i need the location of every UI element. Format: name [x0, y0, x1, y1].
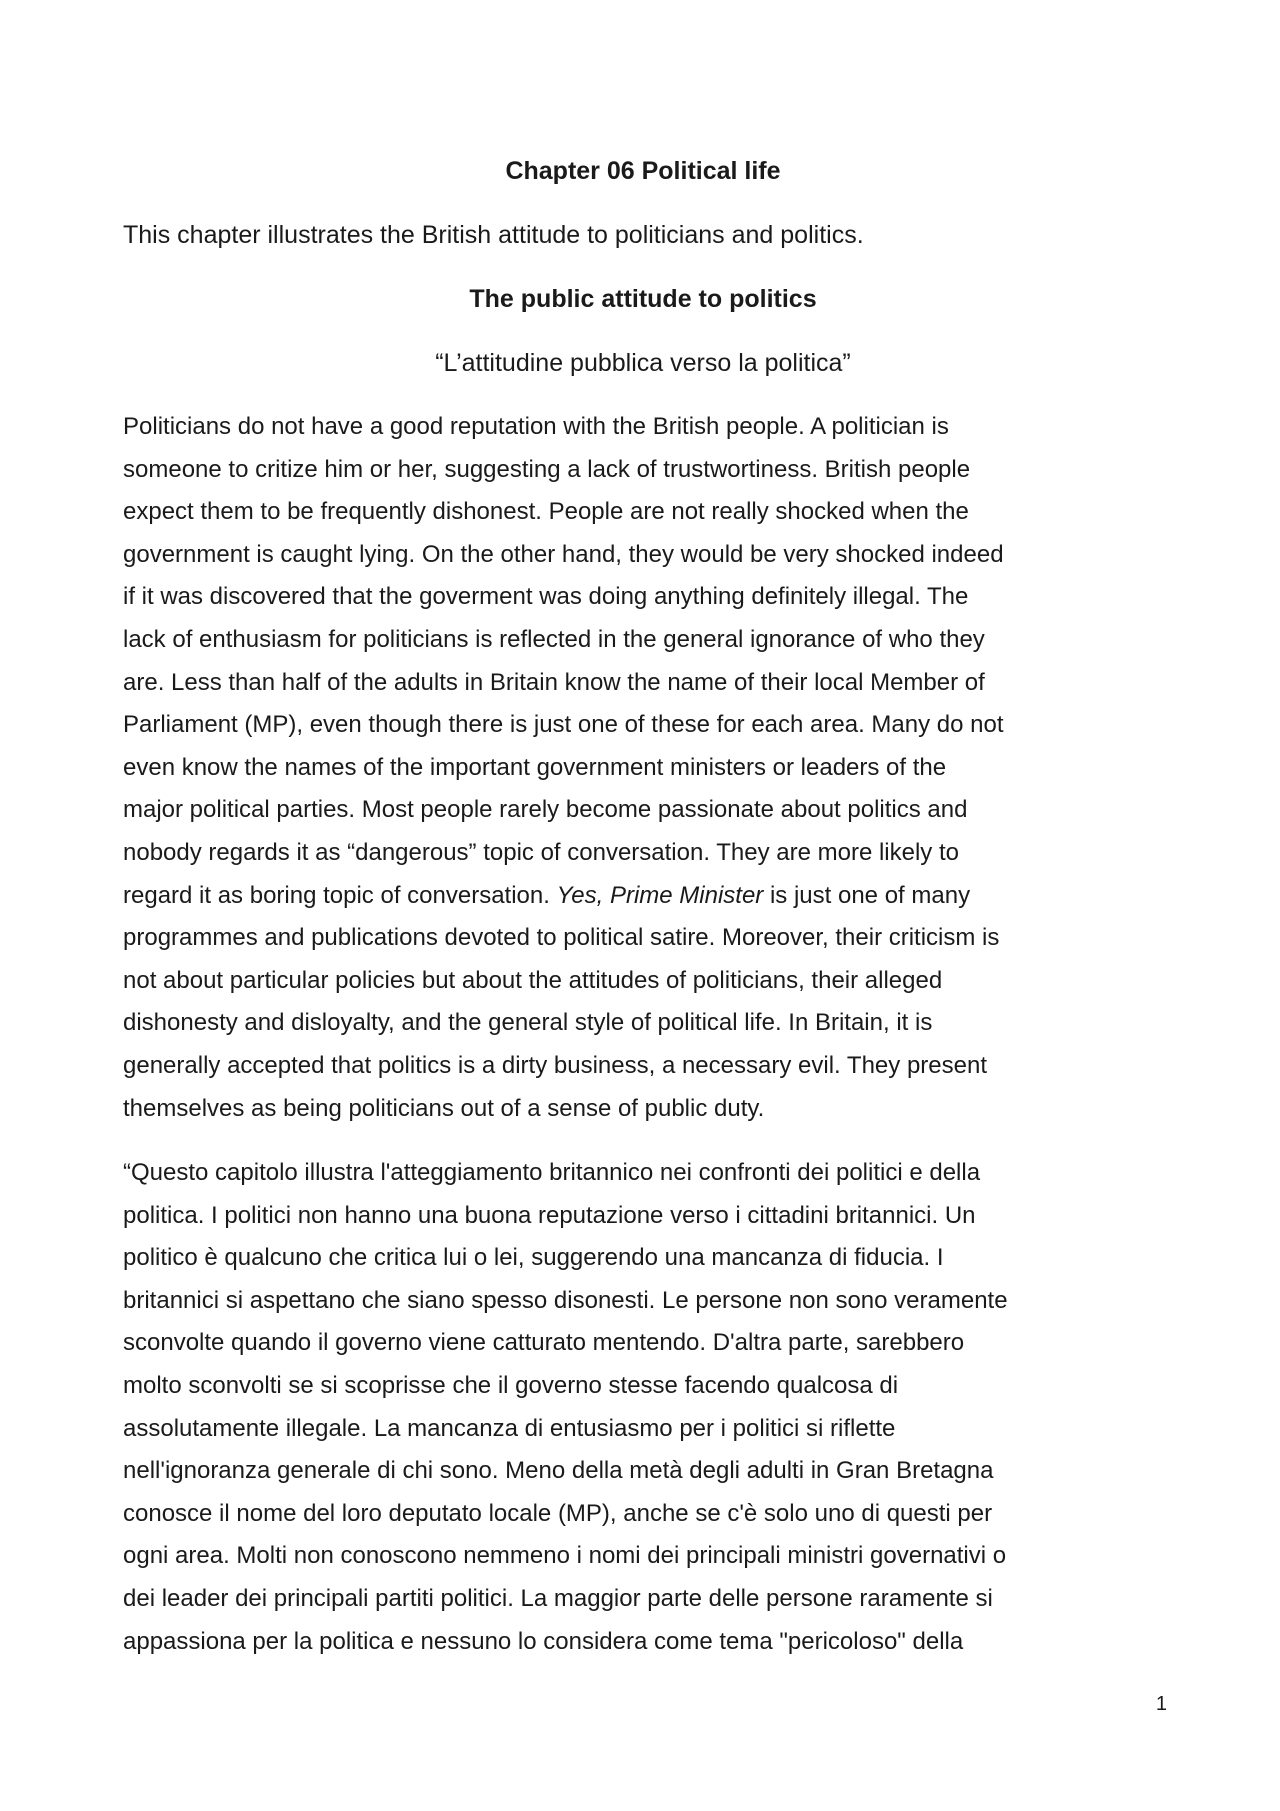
paragraph-line: “Questo capitolo illustra l'atteggiamento britannico nei confronti dei politici e della	[123, 1159, 981, 1187]
tv-show-title: Yes, Prime Minister	[556, 881, 764, 909]
paragraph-line: expect them to be frequently dishonest. People are not really shocked when the	[123, 498, 969, 526]
paragraph-line: nobody regards it as “dangerous” topic of conversation. They are more likely to	[123, 838, 959, 866]
paragraph-line: not about particular policies but about the attitudes of politicians, their alleged	[123, 966, 943, 994]
paragraph-line: are. Less than half of the adults in Britain know the name of their local Member of	[123, 668, 985, 696]
paragraph-line: themselves as being politicians out of a sense of public duty.	[123, 1094, 765, 1122]
paragraph-line: politico è qualcuno che critica lui o lei, suggerendo una mancanza di fiducia. I	[123, 1244, 944, 1272]
paragraph-line: Politicians do not have a good reputation with the British people. A politician is	[123, 413, 949, 440]
line-text-after-title: is just one of many	[763, 881, 971, 909]
paragraph-line: nell'ignoranza generale di chi sono. Meno della metà degli adulti in Gran Bretagna	[123, 1457, 994, 1485]
paragraph-line: dei leader dei principali partiti politici. La maggior parte delle persone raramente si	[123, 1585, 993, 1613]
page-content	[123, 150, 1163, 1685]
paragraph-line: government is caught lying. On the other hand, they would be very shocked indeed	[123, 540, 1004, 568]
paragraph-line: molto sconvolti se si scoprisse che il governo stesse facendo qualcosa di	[123, 1372, 899, 1400]
paragraph-line: even know the names of the important government ministers or leaders of the	[123, 753, 947, 781]
paragraph-line: if it was discovered that the goverment was doing anything definitely illegal. The	[123, 583, 969, 611]
paragraph-line: politica. I politici non hanno una buona reputazione verso i cittadini britannici. Un	[123, 1201, 976, 1229]
italian-paragraph	[123, 1152, 1163, 1663]
paragraph-line: Parliament (MP), even though there is just one of these for each area. Many do not	[123, 711, 1004, 739]
paragraph-line-with-title	[123, 875, 1163, 918]
paragraph-line: britannici si aspettano che siano spesso disonesti. Le persone non sono veramente	[123, 1286, 1008, 1314]
line-text-before-title: regard it as boring topic of conversation.	[123, 881, 557, 909]
paragraph-line: appassiona per la politica e nessuno lo considera come tema "pericoloso" della	[123, 1627, 964, 1655]
paragraph-line: generally accepted that politics is a dirty business, a necessary evil. They present	[123, 1051, 987, 1079]
paragraph-line: programmes and publications devoted to political satire. Moreover, their criticism is	[123, 924, 1000, 952]
intro-sentence: This chapter illustrates the British attitude to politicians and politics.	[123, 221, 864, 249]
paragraph-line: conosce il nome del loro deputato locale (MP), anche se c'è solo uno di questi per	[123, 1499, 993, 1527]
paragraph-line: ogni area. Molti non conoscono nemmeno i nomi dei principali ministri governativi o	[123, 1542, 1007, 1570]
page-number: 1	[1155, 1693, 1167, 1715]
section-title: The public attitude to politics	[469, 285, 817, 313]
paragraph-line: major political parties. Most people rarely become passionate about politics and	[123, 796, 968, 824]
section-title-translation: “L’attitudine pubblica verso la politica”	[435, 349, 851, 377]
paragraph-line: sconvolte quando il governo viene catturato mentendo. D'altra parte, sarebbero	[123, 1329, 965, 1357]
chapter-title: Chapter 06 Political life	[505, 157, 781, 185]
paragraph-line: assolutamente illegale. La mancanza di entusiasmo per i politici si riflette	[123, 1414, 896, 1442]
paragraph-line: dishonesty and disloyalty, and the general style of political life. In Britain, it is	[123, 1009, 933, 1037]
paragraph-line: lack of enthusiasm for politicians is reflected in the general ignorance of who they	[123, 625, 985, 653]
paragraph-line: someone to critize him or her, suggesting a lack of trustwortiness. British people	[123, 455, 971, 483]
english-paragraph	[123, 406, 1163, 1130]
